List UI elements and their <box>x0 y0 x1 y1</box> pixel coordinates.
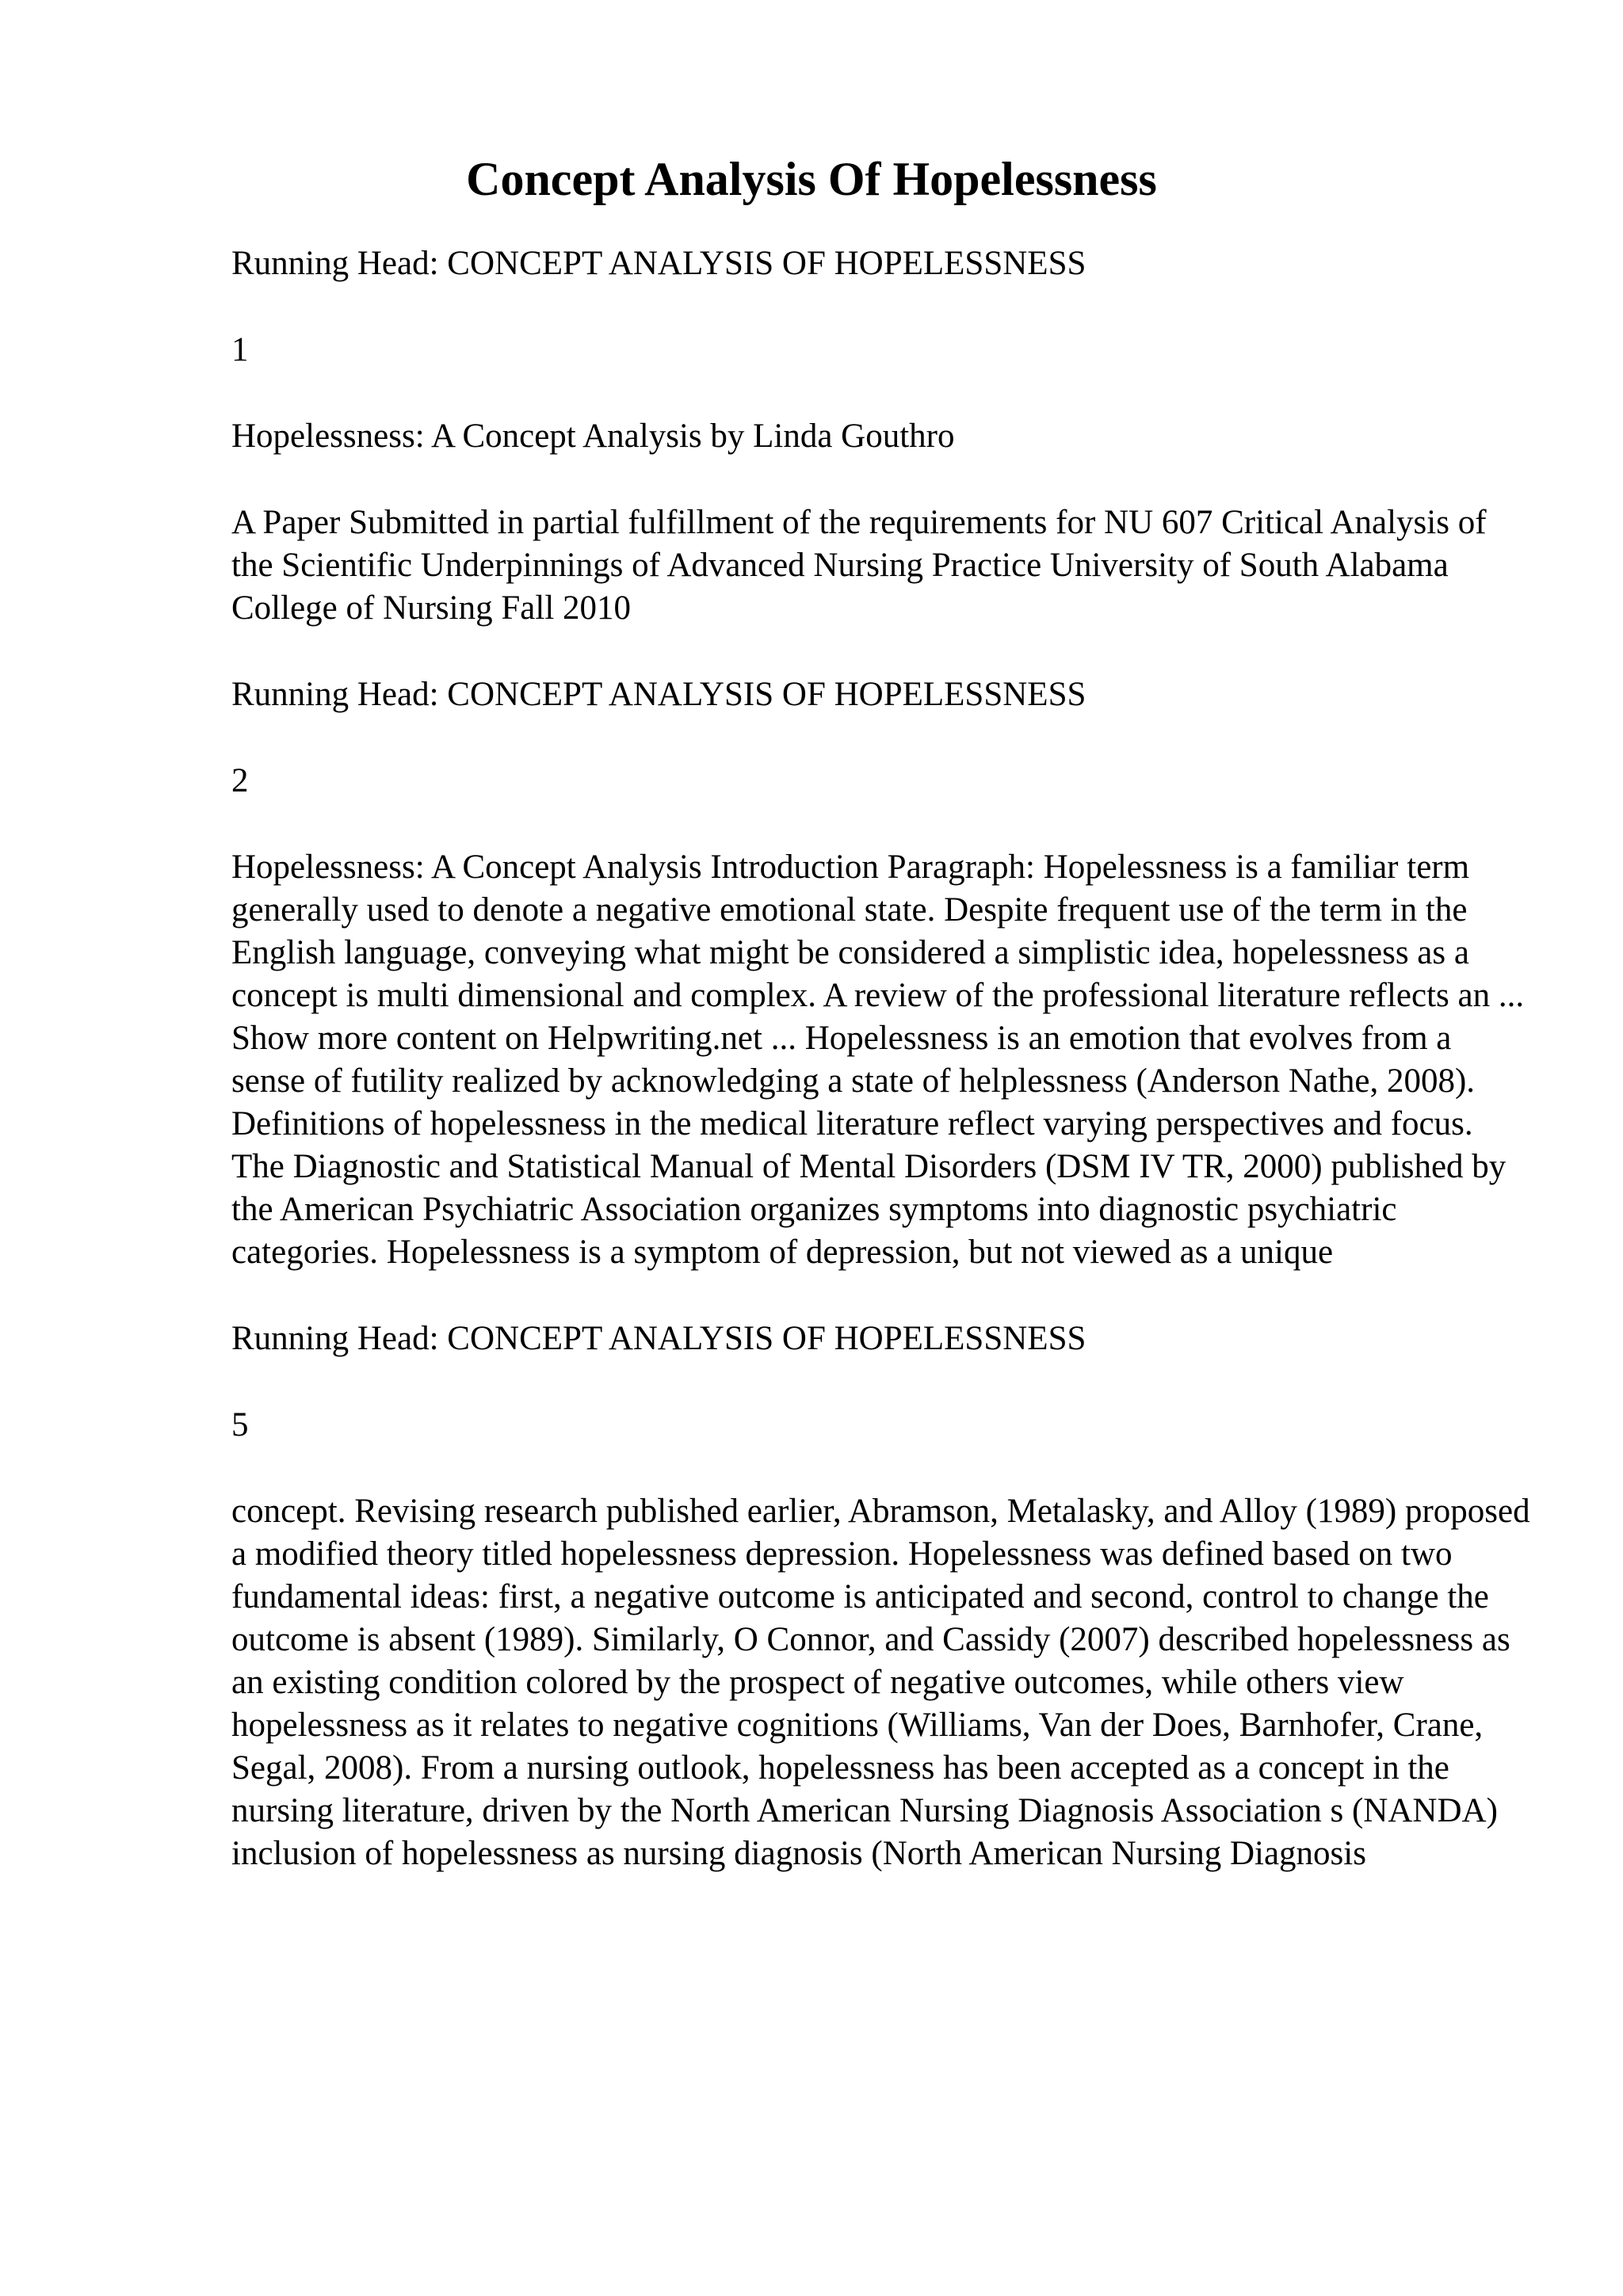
submission-note: A Paper Submitted in partial fulfillment of the requirements for NU 607 Critical Analysis of the Scientific Underpinnings of Advanced Nursing Practice University of South Alabama College of Nursing Fall 2010 <box>231 504 1487 627</box>
running-head: Running Head: CONCEPT ANALYSIS OF HOPELESSNESS <box>231 1320 1086 1357</box>
page-number: 2 <box>231 762 249 799</box>
body-paragraph-introduction: Hopelessness: A Concept Analysis Introduction Paragraph: Hopelessness is a familiar term generally used to denote a negative emotional state. Despite frequent use of the term in the English language, conveying what might be considered a simplistic idea, hopelessness as a concept is multi dimensional and complex. A review of the professional literature reflects an ... Show more content on Helpwriting.net ... Hopelessness is an emotion that evolves from a sense of futility realized by acknowledging a state of helplessness (Anderson Nathe, 2008). Definitions of hopelessness in the medical literature reflect varying perspectives and focus. The Diagnostic and Statistical Manual of Mental Disorders (DSM IV TR, 2000) published by the American Psychiatric Association organizes symptoms into diagnostic psychiatric categories. Hopelessness is a symptom of depression, but not viewed as a unique <box>231 849 1525 1271</box>
paper-title-line: Hopelessness: A Concept Analysis by Linda Gouthro <box>231 418 955 455</box>
running-head: Running Head: CONCEPT ANALYSIS OF HOPELESSNESS <box>231 245 1086 282</box>
document-title: Concept Analysis Of Hopelessness <box>466 153 1157 205</box>
page-number: 5 <box>231 1406 249 1444</box>
running-head: Running Head: CONCEPT ANALYSIS OF HOPELESSNESS <box>231 676 1086 713</box>
document-body <box>231 242 1531 1919</box>
page-number: 1 <box>231 331 249 368</box>
body-paragraph-concept: concept. Revising research published earlier, Abramson, Metalasky, and Alloy (1989) proposed a modified theory titled hopelessness depression. Hopelessness was defined based on two fundamental ideas: first, a negative outcome is anticipated and second, control to change the outcome is absent (1989). Similarly, O Connor, and Cassidy (2007) described hopelessness as an existing condition colored by the prospect of negative outcomes, while others view hopelessness as it relates to negative cognitions (Williams, Van der Does, Barnhofer, Crane, Segal, 2008). From a nursing outlook, hopelessness has been accepted as a concept in the nursing literature, driven by the North American Nursing Diagnosis Association s (NANDA) inclusion of hopelessness as nursing diagnosis (North American Nursing Diagnosis <box>231 1493 1530 1872</box>
